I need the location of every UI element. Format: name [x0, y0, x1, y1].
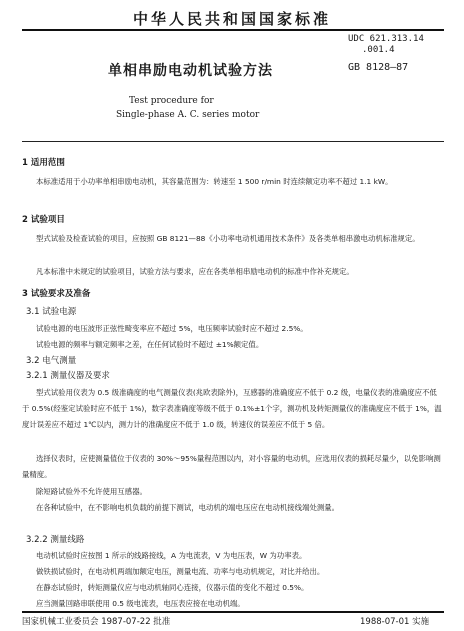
english-title-line-1: Test procedure for: [129, 96, 214, 106]
section-3-2-2-text-a: 电动机试验时应按图 1 所示的线路接线，A 为电流表，V 为电压表，W 为功率表。: [36, 551, 307, 560]
section-3-2-1-text-c: 除短路试验外不允许使用互感器。: [36, 487, 147, 496]
section-3-2-2-text-b: 做铁损试验时，在电动机两端加额定电压，测量电流、功率与电动机规定，对比并给出。: [36, 567, 325, 576]
standard-title: 中华人民共和国国家标准: [132, 10, 331, 28]
section-3-2-heading: 3.2 电气测量: [26, 356, 77, 366]
footer-issuer: 国家机械工业委员会 1987-07-22 批准: [22, 617, 171, 627]
udc-code: [348, 34, 424, 56]
section-3-2-1-text-d: 在各种试验中，在不影响电机负载的前提下测试，电动机的端电压应在电动机接线端处测量。: [36, 503, 340, 512]
header-rule: [22, 29, 444, 31]
section-3-2-1-heading: 3.2.1 测量仪器及要求: [26, 371, 110, 381]
section-3-heading: 3 试验要求及准备: [22, 289, 91, 299]
section-2-text-a: 型式试验及检查试验的项目，应按照 GB 8121—88《小功率电动机通用技术条件》及各类单相串激电动机标准规定。: [36, 234, 420, 243]
udc-line-2: .001.4: [362, 45, 395, 55]
section-1-text: 本标准适用于小功率单相串励电动机，其容量范围为：转速至 1 500 r/min 时连续额定功率不超过 1.1 kW。: [36, 177, 393, 186]
footer-rule: [22, 611, 444, 613]
udc-line-1: UDC 621.313.14: [348, 34, 424, 44]
section-3-2-1-text-b: 选择仪表时，应使测量值位于仪表的 30%～95%量程范围以内，对小容量的电动机，应选用仪表的损耗尽量少，以免影响测量精度。: [22, 454, 441, 479]
section-3-2-2-heading: 3.2.2 测量线路: [26, 535, 85, 545]
footer-effective: 1988-07-01 实施: [360, 617, 430, 627]
title-rule: [22, 141, 444, 142]
section-2-heading: 2 试验项目: [22, 215, 65, 225]
section-2-text-b: 凡本标准中未规定的试验项目，试验方法与要求，应在各类单相串励电动机的标准中作补充规定。: [36, 267, 354, 276]
section-3-2-2-text-d: 应当测量回路串联使用 0.5 级电流表，电压表应接在电动机端。: [36, 599, 245, 608]
section-1-heading: 1 适用范围: [22, 158, 65, 168]
section-3-2-1-text-a: 型式试验用仪表为 0.5 级准确度的电气测量仪表(兆欧表除外)，互感器的准确度应不低于 0.2 级，电量仪表的准确度应不低于 0.5%(经鉴定试验时应不低于 1%)，数字表准确度等级不低于 0.1%±1个字，测功机及转矩测量仪的准确度应不低于 1%，温度计误差应不超过 1℃以内，测力计的准确度应不低于 1.0 级，转速仪的误差应不低于 5 倍。: [22, 388, 442, 429]
document-title: 单相串励电动机试验方法: [108, 63, 273, 79]
section-3-1-text-a: 试验电源的电压波形正弦性畸变率应不超过 5%，电压频率试验时应不超过 2.5%。: [36, 324, 308, 333]
section-3-1-text-b: 试验电源的频率与额定频率之差，在任何试验时不超过 ±1%额定值。: [36, 340, 264, 349]
section-3-1-heading: 3.1 试验电源: [26, 307, 77, 317]
english-title-line-2: Single-phase A. C. series motor: [116, 110, 260, 120]
gb-number: GB 8128—87: [348, 62, 409, 73]
section-3-2-2-text-c: 在静态试验时，转矩测量仪应与电动机轴同心连接，仪器示值的变化不超过 0.5%。: [36, 583, 309, 592]
